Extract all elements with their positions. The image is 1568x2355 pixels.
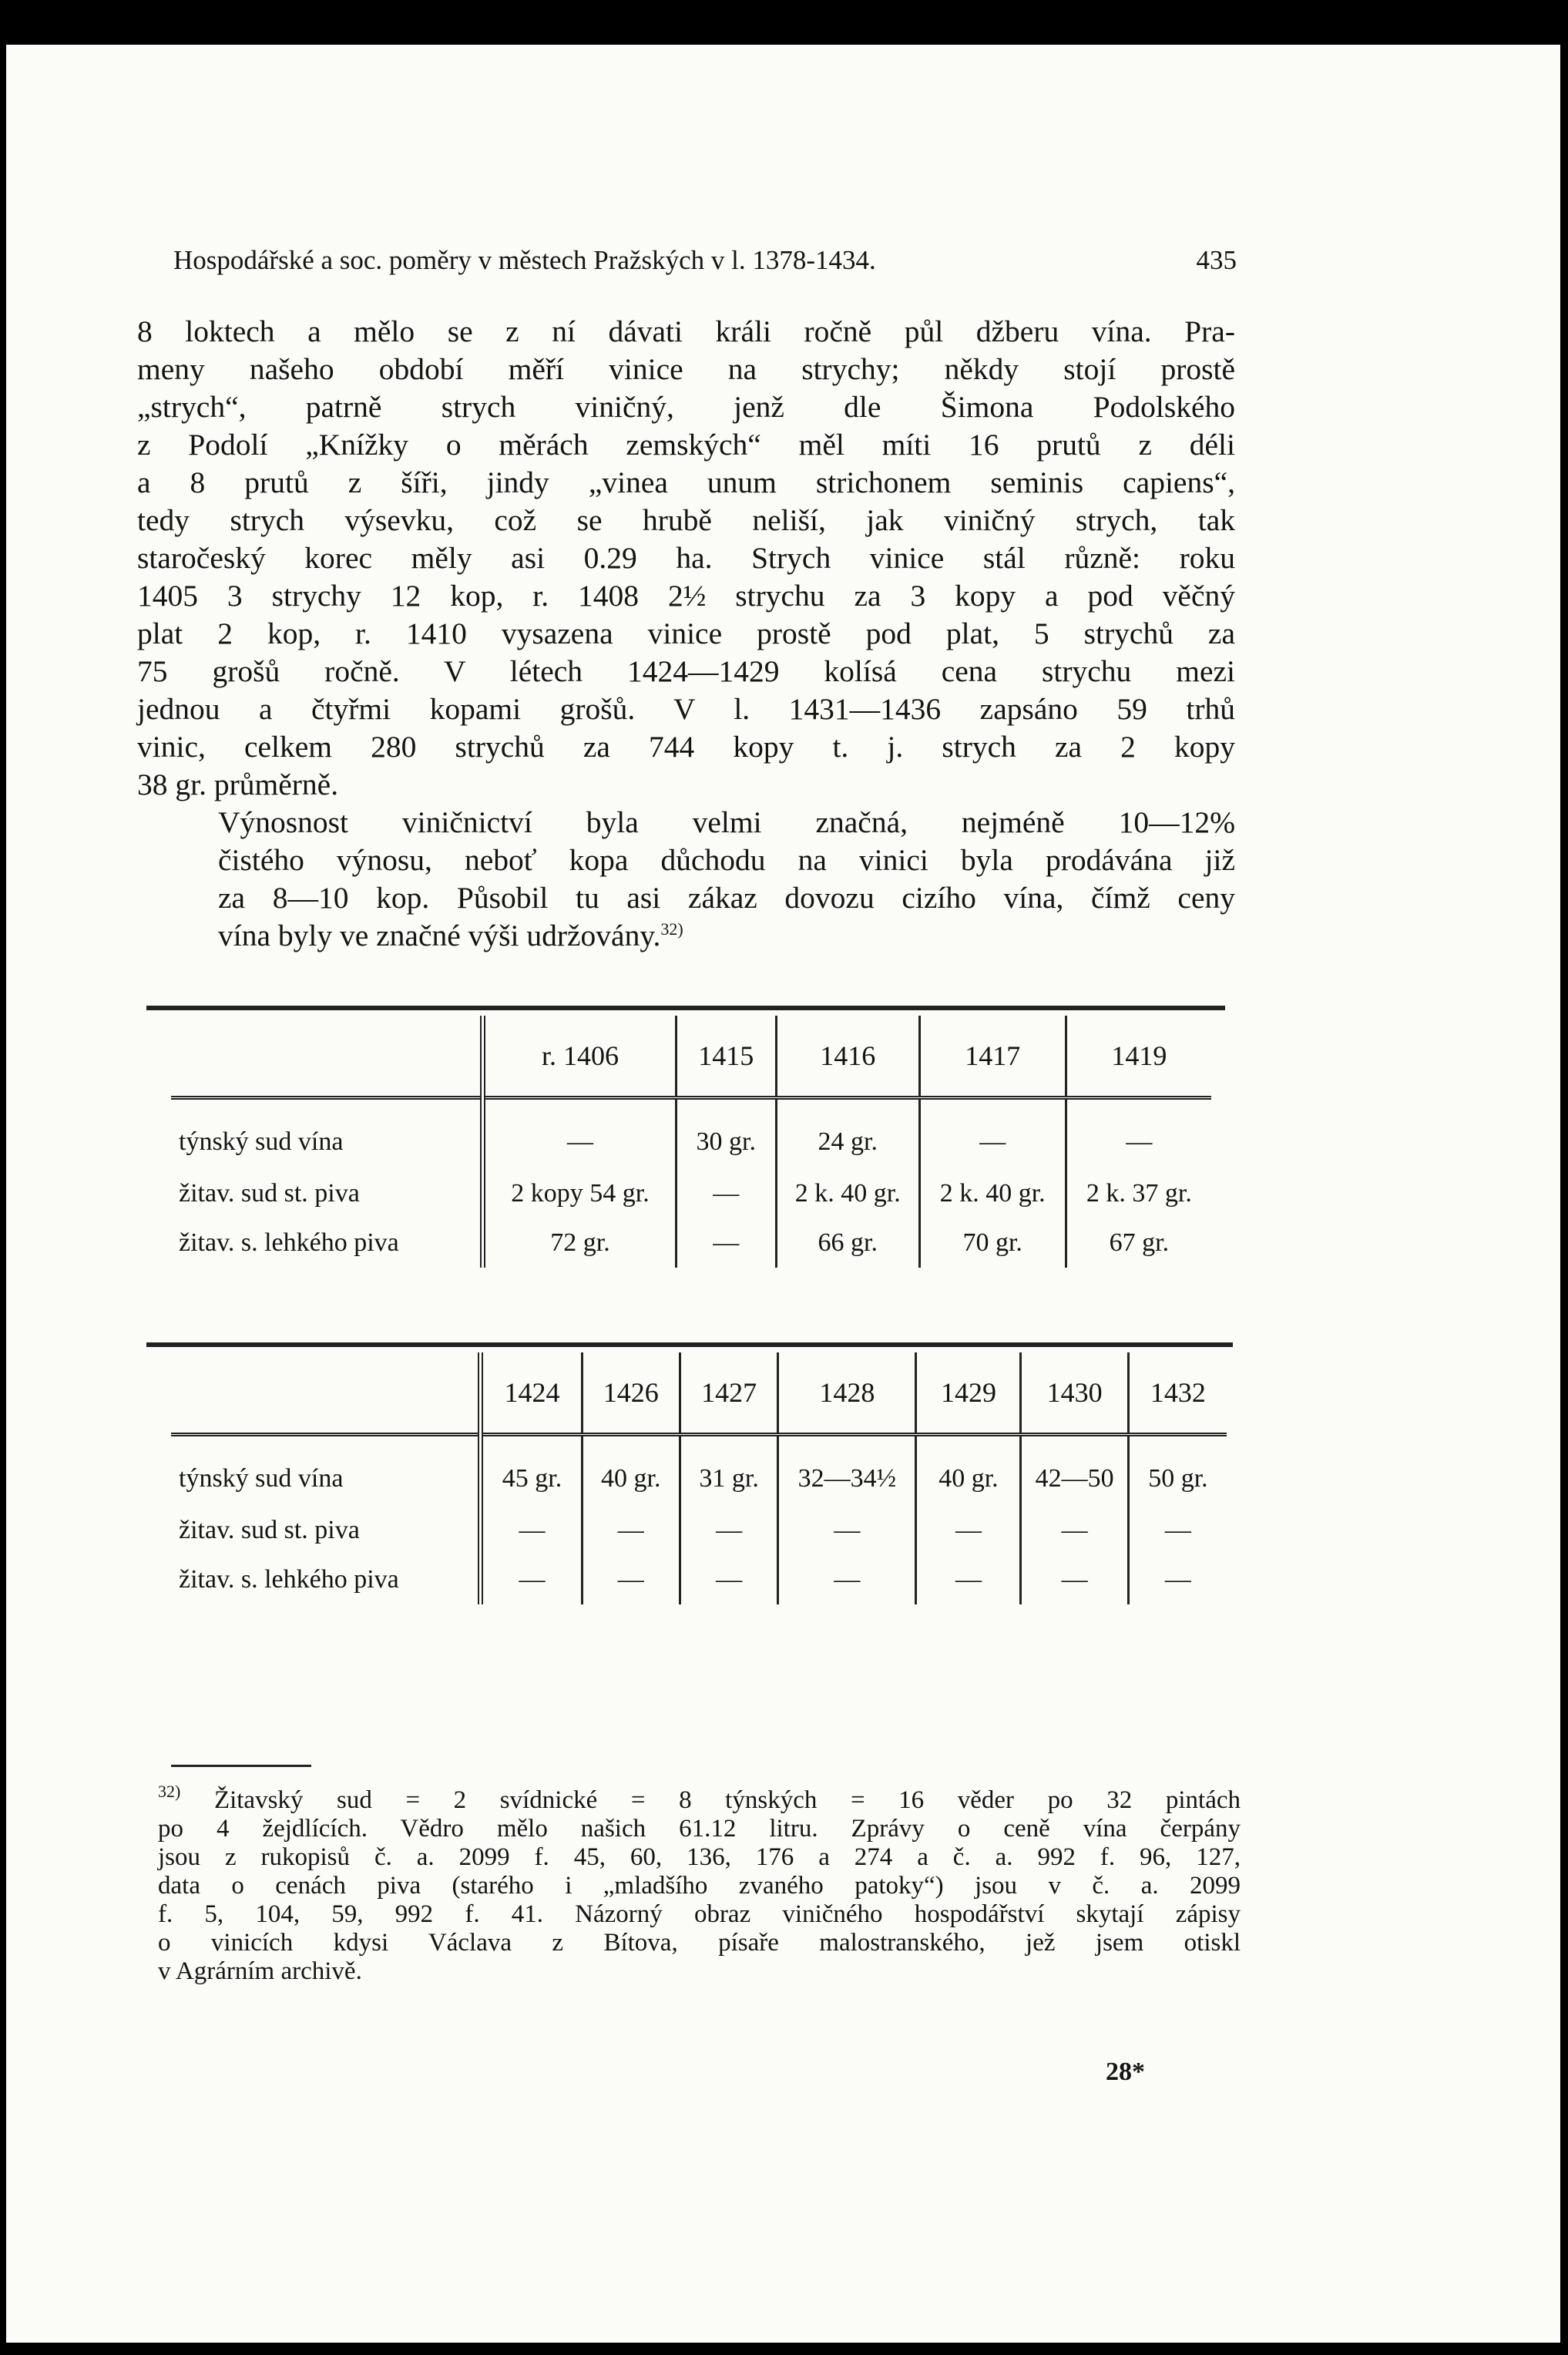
- text-line: plat 2 kop, r. 1410 vysazena vinice prostě pod plat, 5 strychů za: [137, 616, 1235, 650]
- table-row: [171, 1555, 1227, 1604]
- table-cell: —: [916, 1555, 1021, 1604]
- table-cell: 24 gr.: [776, 1098, 919, 1170]
- footnote: [158, 1782, 1241, 1986]
- column-header: 1428: [778, 1352, 916, 1435]
- column-header: 1432: [1128, 1352, 1227, 1435]
- column-header: 1429: [916, 1352, 1021, 1435]
- signature-mark: 28*: [1106, 2058, 1145, 2086]
- price-table-1: [171, 1016, 1211, 1268]
- text-line-content: vína byly ve značné výši udržovány.: [218, 919, 661, 952]
- text-line: Výnosnost viničnictví byla velmi značná, nejméně 10—12%: [218, 805, 1235, 839]
- text-line: 75 grošů ročně. V létech 1424—1429 kolísá cena strychu mezi: [137, 654, 1235, 688]
- text-line: 38 gr. průměrně.: [137, 768, 339, 801]
- body-text: [137, 313, 1235, 955]
- table-cell: 42—50: [1021, 1435, 1128, 1507]
- column-header: 1416: [776, 1016, 919, 1098]
- table-cell: —: [1128, 1506, 1227, 1555]
- table-cell: —: [582, 1555, 680, 1604]
- table-cell: —: [582, 1506, 680, 1555]
- row-label: žitav. sud st. piva: [179, 1179, 360, 1208]
- footnote-reference: 32): [660, 919, 683, 939]
- footnote-rule: [171, 1765, 311, 1767]
- text-line: a 8 prutů z šíři, jindy „vinea unum strichonem seminis capiens“,: [137, 465, 1235, 499]
- table-cell: 50 gr.: [1128, 1435, 1227, 1507]
- text-line: [137, 917, 1235, 955]
- table-cell: 45 gr.: [481, 1435, 582, 1507]
- text-line: „strych“, patrně strych viničný, jenž dle Šimona Podolského: [137, 390, 1235, 424]
- column-header: 1430: [1021, 1352, 1128, 1435]
- table-row: [171, 1098, 1211, 1170]
- table-row: [171, 1435, 1227, 1507]
- column-header: 1426: [582, 1352, 680, 1435]
- paragraph-2: [137, 804, 1235, 955]
- column-header: r. 1406: [483, 1016, 676, 1098]
- table-cell: —: [778, 1555, 916, 1604]
- table-header-row: [171, 1352, 1227, 1435]
- table-cell: —: [916, 1506, 1021, 1555]
- table-cell: —: [680, 1506, 777, 1555]
- table-cell: 66 gr.: [776, 1218, 919, 1268]
- table-cell: 40 gr.: [916, 1435, 1021, 1507]
- footnote-marker: 32): [158, 1782, 181, 1801]
- table-cell: —: [483, 1098, 676, 1170]
- table-cell: —: [676, 1218, 776, 1268]
- table-cell: 2 kopy 54 gr.: [483, 1169, 676, 1218]
- table-rule: [146, 1006, 1225, 1010]
- running-header: [173, 245, 1237, 276]
- text-line: jednou a čtyřmi kopami grošů. V l. 1431—1436 zapsáno 59 trhů: [137, 692, 1235, 726]
- column-header: 1415: [676, 1016, 776, 1098]
- table-corner: [171, 1016, 483, 1098]
- table-cell: —: [481, 1506, 582, 1555]
- column-header: 1424: [481, 1352, 582, 1435]
- paragraph-1: [137, 313, 1235, 804]
- text-line: vinic, celkem 280 strychů za 744 kopy t. j. strych za 2 kopy: [137, 730, 1235, 764]
- table-cell: 67 gr.: [1066, 1218, 1211, 1268]
- table-cell: 2 k. 37 gr.: [1066, 1169, 1211, 1218]
- table-cell: 31 gr.: [680, 1435, 777, 1507]
- price-table-2: [171, 1352, 1227, 1604]
- text-line: za 8—10 kop. Působil tu asi zákaz dovozu cizího vína, čímž ceny: [218, 881, 1235, 915]
- row-label: žitav. s. lehkého piva: [179, 1228, 399, 1257]
- table-cell: —: [1128, 1555, 1227, 1604]
- text-line: tedy strych výsevku, což se hrubě neliší, jak viničný strych, tak: [137, 503, 1235, 537]
- table-cell: —: [1021, 1506, 1128, 1555]
- table-cell: —: [680, 1555, 777, 1604]
- table-cell: 72 gr.: [483, 1218, 676, 1268]
- table-corner: [171, 1352, 481, 1435]
- table-header-row: [171, 1016, 1211, 1098]
- text-line: čistého výnosu, neboť kopa důchodu na vinici byla prodávána již: [218, 843, 1235, 877]
- table-rule: [146, 1342, 1233, 1347]
- column-header: 1419: [1066, 1016, 1211, 1098]
- text-line: staročeský korec měly asi 0.29 ha. Strych vinice stál různě: roku: [137, 541, 1235, 575]
- table-cell: —: [676, 1169, 776, 1218]
- footnote-line: [158, 1782, 1241, 1815]
- table-row: [171, 1506, 1227, 1555]
- table-cell: —: [481, 1555, 582, 1604]
- running-title: Hospodářské a soc. poměry v městech Pražských v l. 1378-1434.: [173, 245, 876, 275]
- footnote-line: jsou z rukopisů č. a. 2099 f. 45, 60, 136, 176 a 274 a č. a. 992 f. 96, 127,: [158, 1843, 1241, 1871]
- footnote-line: data o cenách piva (starého i „mladšího zvaného patoky“) jsou v č. a. 2099: [158, 1872, 1241, 1900]
- table-cell: 2 k. 40 gr.: [776, 1169, 919, 1218]
- row-label: týnský sud vína: [179, 1464, 344, 1493]
- footnote-line: o vinicích kdysi Václava z Bítova, písaře malostranského, jež jsem otiskl: [158, 1929, 1241, 1957]
- table-cell: 70 gr.: [919, 1218, 1066, 1268]
- table-cell: —: [1066, 1098, 1211, 1170]
- table-cell: 40 gr.: [582, 1435, 680, 1507]
- text-line: meny našeho období měří vinice na strychy; někdy stojí prostě: [137, 352, 1235, 386]
- table-cell: —: [919, 1098, 1066, 1170]
- page-number: 435: [1196, 245, 1237, 275]
- footnote-line: v Agrárním archivě.: [158, 1957, 362, 1985]
- table-row: [171, 1218, 1211, 1268]
- table-row: [171, 1169, 1211, 1218]
- table-cell: 30 gr.: [676, 1098, 776, 1170]
- footnote-line: po 4 žejdlících. Vědro mělo našich 61.12 litru. Zprávy o ceně vína čerpány: [158, 1815, 1241, 1843]
- table-cell: 32—34½: [778, 1435, 916, 1507]
- text-line: z Podolí „Knížky o měrách zemských“ měl míti 16 prutů z déli: [137, 428, 1235, 462]
- text-line: 1405 3 strychy 12 kop, r. 1408 2½ strychu za 3 kopy a pod věčný: [137, 579, 1235, 613]
- row-label: žitav. s. lehkého piva: [179, 1565, 399, 1594]
- table-cell: —: [1021, 1555, 1128, 1604]
- footnote-line-content: Žitavský sud = 2 svídnické = 8 týnských = 16 věder po 32 pintách: [213, 1786, 1241, 1814]
- column-header: 1427: [680, 1352, 777, 1435]
- footnote-line: f. 5, 104, 59, 992 f. 41. Názorný obraz viničného hospodářství skytají zápisy: [158, 1900, 1241, 1928]
- text-line: 8 loktech a mělo se z ní dávati králi ročně půl džberu vína. Pra-: [137, 314, 1235, 348]
- table-cell: —: [778, 1506, 916, 1555]
- table-cell: 2 k. 40 gr.: [919, 1169, 1066, 1218]
- column-header: 1417: [919, 1016, 1066, 1098]
- row-label: žitav. sud st. piva: [179, 1516, 360, 1544]
- row-label: týnský sud vína: [179, 1127, 344, 1156]
